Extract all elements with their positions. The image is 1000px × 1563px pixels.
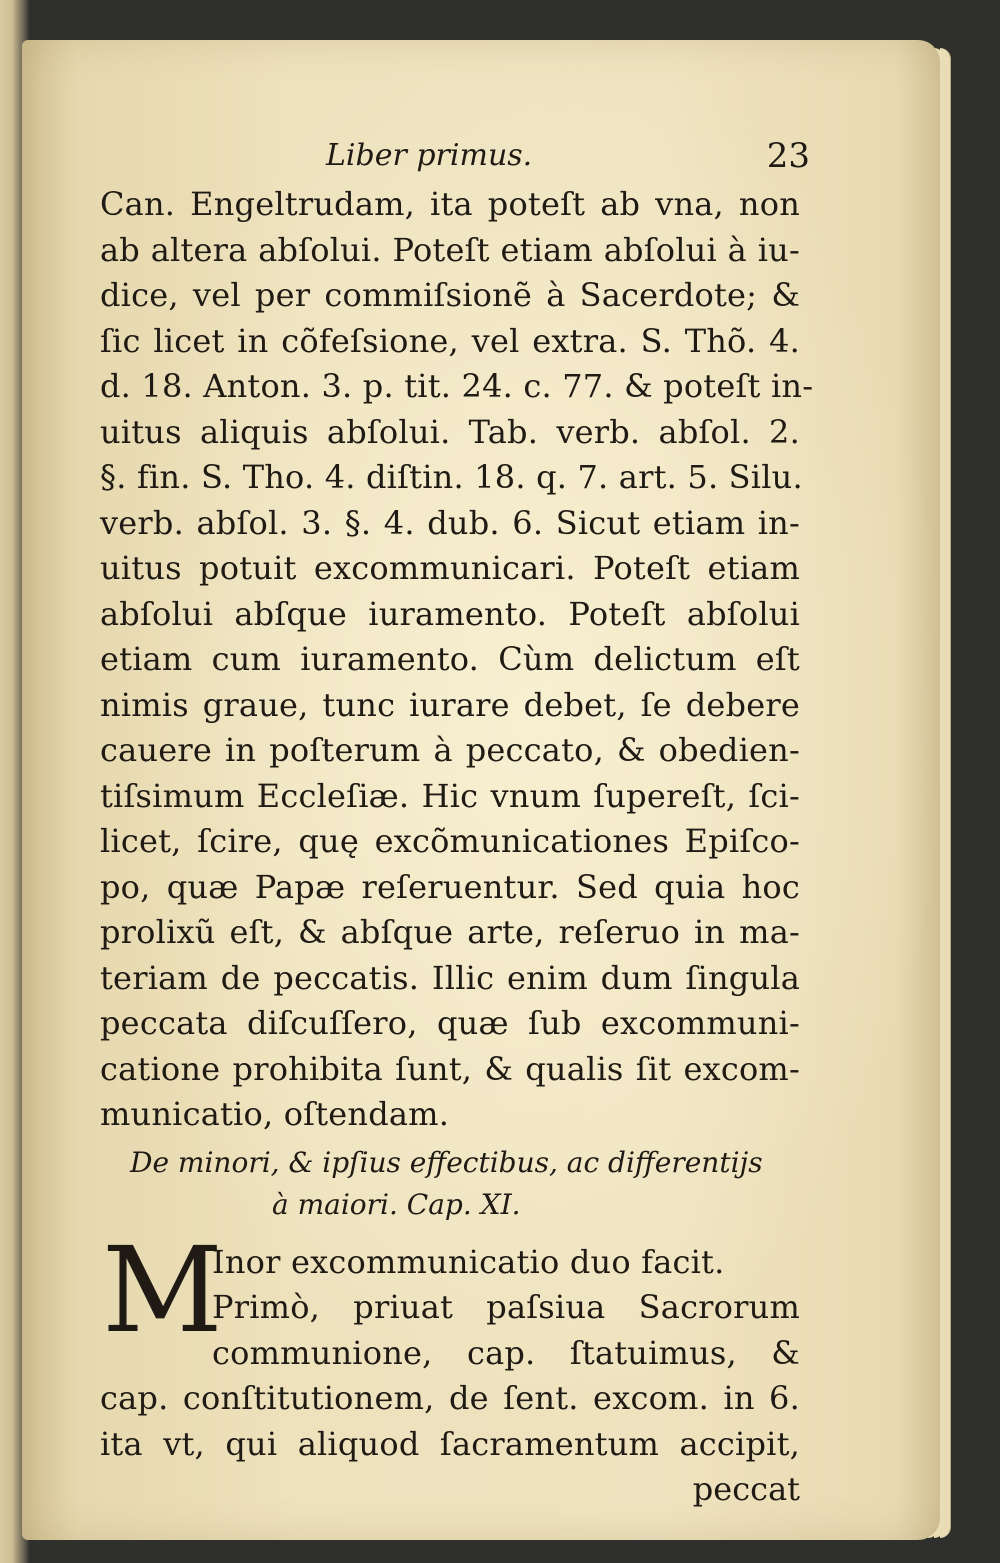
chapter-opening bbox=[100, 1220, 800, 1513]
chapter-heading-continued: à maiori. Cap. XI. bbox=[272, 1187, 521, 1221]
text-line: cap. conſtitutionem, de ſent. excom. in 6. bbox=[100, 1379, 800, 1417]
text-line: peccata diſcuſſero, quæ ſub excommuni- bbox=[100, 1004, 800, 1042]
page-number: 23 bbox=[766, 136, 810, 176]
text-line: verb. abſol. 3. §. 4. dub. 6. Sicut etiam in- bbox=[100, 503, 800, 542]
drop-capital: M bbox=[102, 1220, 223, 1359]
text-line: prolixũ eſt, & abſque arte, reſeruo in ma- bbox=[100, 913, 800, 951]
text-line: ſic licet in cõfeſsione, vel extra. S. Thõ. 4. bbox=[100, 321, 800, 360]
text-line: ita vt, qui aliquod ſacramentum accipit, bbox=[100, 1424, 800, 1463]
book-page bbox=[22, 40, 940, 1540]
chapter-heading: De minori, & ipſius effectibus, ac differentijs bbox=[130, 1145, 763, 1179]
text-line: uitus aliquis abſolui. Tab. verb. abſol. 2. bbox=[100, 412, 800, 451]
text-line: ab altera abſolui. Poteſt etiam abſolui à iu- bbox=[100, 230, 800, 269]
text-block bbox=[100, 132, 814, 1512]
text-line: licet, ſcire, quę excõmunicationes Epiſco- bbox=[100, 822, 800, 860]
text-line: teriam de peccatis. Illic enim dum ſingula bbox=[100, 958, 800, 997]
text-line: po, quæ Papæ reſeruentur. Sed quia hoc bbox=[100, 867, 800, 906]
text-line: §. fin. S. Tho. 4. diſtin. 18. q. 7. art. 5. Silu. bbox=[100, 458, 803, 496]
text-line: cauere in poſterum à peccato, & obedien- bbox=[100, 731, 800, 769]
text-line: communione, cap. ſtatuimus, & bbox=[212, 1333, 800, 1372]
text-line: dice, vel per commiſsionẽ à Sacerdote; & bbox=[100, 276, 800, 314]
running-head bbox=[100, 132, 810, 182]
page-edge bbox=[940, 48, 951, 1538]
catchword: peccat bbox=[692, 1470, 800, 1508]
text-line: nimis graue, tunc iurare debet, ſe debere bbox=[100, 685, 800, 724]
text-line: etiam cum iuramento. Cùm delictum eſt bbox=[100, 640, 800, 678]
text-line: Primò, priuat paſsiua Sacrorum bbox=[212, 1288, 800, 1326]
text-line: tiſsimum Eccleſiæ. Hic vnum ſupereſt, ſci- bbox=[100, 776, 800, 815]
text-line: Can. Engeltrudam, ita poteſt ab vna, non bbox=[100, 185, 800, 223]
running-title: Liber primus. bbox=[326, 138, 533, 173]
text-line: abſolui abſque iuramento. Poteſt abſolui bbox=[100, 594, 800, 633]
text-line: catione prohibita ſunt, & qualis ſit excom- bbox=[100, 1049, 800, 1088]
text-line: municatio, oſtendam. bbox=[100, 1095, 450, 1133]
text-line: Inor excommunicatio duo facit. bbox=[212, 1242, 725, 1281]
text-line: uitus potuit excommunicari. Poteſt etiam bbox=[100, 549, 800, 587]
text-line: d. 18. Anton. 3. p. tit. 24. c. 77. & poteſt in- bbox=[100, 367, 814, 405]
